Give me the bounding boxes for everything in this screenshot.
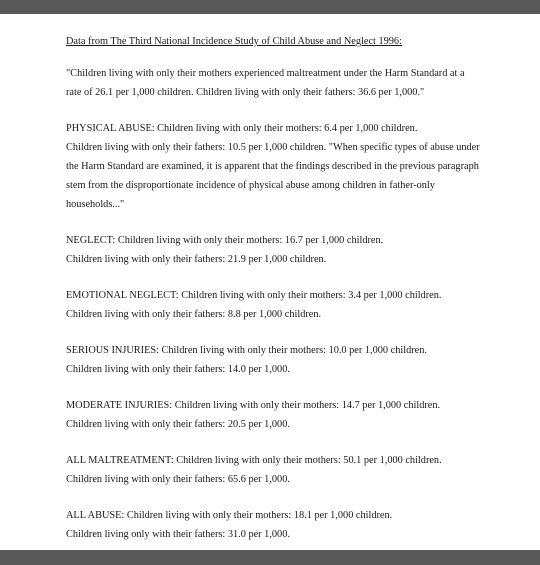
intro-line-2: rate of 26.1 per 1,000 children. Children living with only their fathers: 36.6 per 1,000." <box>66 87 425 98</box>
top-border-bar <box>0 0 540 14</box>
physical-abuse-line-3: the Harm Standard are examined, it is apparent that the findings described in the previous paragraph <box>66 161 479 172</box>
intro-paragraph <box>66 64 504 102</box>
all-abuse-line-2: Children living only with their fathers: 31.0 per 1,000. <box>66 529 290 540</box>
all-maltreatment-line-2: Children living with only their fathers: 65.6 per 1,000. <box>66 474 290 485</box>
serious-injuries-line-2: Children living with only their fathers: 14.0 per 1,000. <box>66 364 290 375</box>
document-title: Data from The Third National Incidence Study of Child Abuse and Neglect 1996: <box>66 36 402 47</box>
physical-abuse-line-1: PHYSICAL ABUSE: Children living with only their mothers: 6.4 per 1,000 children. <box>66 123 418 134</box>
all-maltreatment-line-1: ALL MALTREATMENT: Children living with only their mothers: 50.1 per 1,000 children. <box>66 455 442 466</box>
emotional-neglect-line-2: Children living with only their fathers: 8.8 per 1,000 children. <box>66 309 322 320</box>
neglect-line-1: NEGLECT: Children living with only their mothers: 16.7 per 1,000 children. <box>66 235 384 246</box>
physical-abuse-paragraph <box>66 119 504 214</box>
moderate-injuries-paragraph <box>66 396 504 434</box>
serious-injuries-line-1: SERIOUS INJURIES: Children living with only their mothers: 10.0 per 1,000 children. <box>66 345 427 356</box>
bottom-border-bar <box>0 550 540 565</box>
moderate-injuries-line-1: MODERATE INJURIES: Children living with only their mothers: 14.7 per 1,000 children. <box>66 400 441 411</box>
all-abuse-paragraph <box>66 506 504 544</box>
physical-abuse-line-5: households..." <box>66 199 125 210</box>
physical-abuse-line-2: Children living with only their fathers: 10.5 per 1,000 children. "When specific types of abuse under <box>66 142 480 153</box>
emotional-neglect-paragraph <box>66 286 504 324</box>
neglect-paragraph <box>66 231 504 269</box>
emotional-neglect-line-1: EMOTIONAL NEGLECT: Children living with only their mothers: 3.4 per 1,000 children. <box>66 290 442 301</box>
serious-injuries-paragraph <box>66 341 504 379</box>
document-content <box>66 32 504 561</box>
all-maltreatment-paragraph <box>66 451 504 489</box>
moderate-injuries-line-2: Children living with only their fathers: 20.5 per 1,000. <box>66 419 290 430</box>
document-page <box>0 14 540 550</box>
intro-line-1: "Children living with only their mothers experienced maltreatment under the Harm Standard at a <box>66 68 465 79</box>
all-abuse-line-1: ALL ABUSE: Children living with only their mothers: 18.1 per 1,000 children. <box>66 510 393 521</box>
physical-abuse-line-4: stem from the disproportionate incidence of physical abuse among children in father-only <box>66 180 435 191</box>
neglect-line-2: Children living with only their fathers: 21.9 per 1,000 children. <box>66 254 327 265</box>
